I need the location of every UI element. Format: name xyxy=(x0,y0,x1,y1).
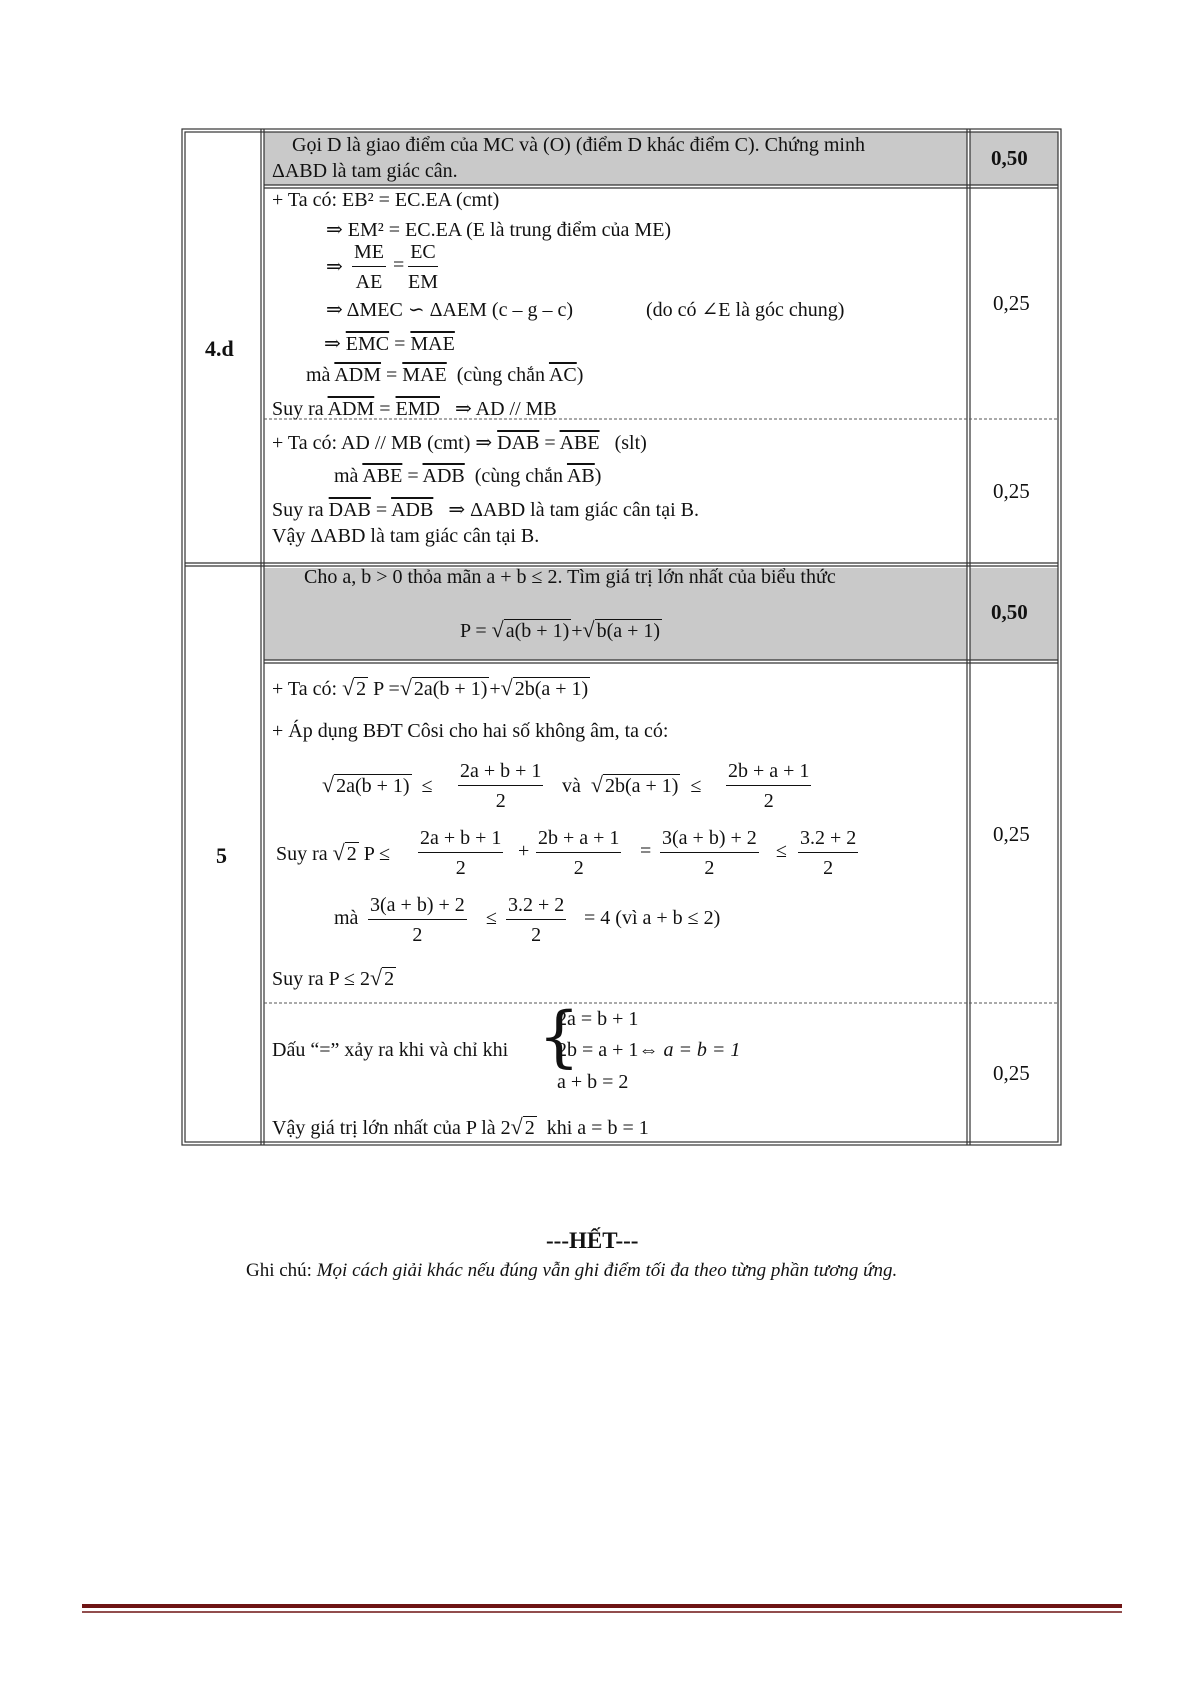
angle-abe: $\overline{ABE}$ xyxy=(559,432,600,454)
p-equals: P = xyxy=(373,678,400,700)
fraction-chain-2 xyxy=(536,828,621,878)
equals-sign: = xyxy=(640,840,652,862)
fraction-denominator: 2 xyxy=(704,857,715,879)
fraction-denominator: 2 xyxy=(495,790,506,812)
plus-sign: + xyxy=(518,840,530,862)
reason-text: (cùng chắn xyxy=(456,364,546,386)
sqrt-icon: √ xyxy=(399,675,412,700)
fraction-line5-2 xyxy=(506,895,566,945)
fraction-numerator: 3(a + b) + 2 xyxy=(368,895,467,920)
equals-sign: = xyxy=(394,333,406,355)
q5-p1-line3-left xyxy=(322,772,433,798)
word-suy-ra: Suy ra xyxy=(276,843,328,865)
q5-p1-line3-right xyxy=(562,772,701,798)
q4d-p1-line7 xyxy=(272,396,557,421)
question-number-5: 5 xyxy=(216,843,227,868)
footnote-text: Mọi cách giải khác nếu đúng vẫn ghi điểm tối đa theo từng phần tương ứng. xyxy=(316,1260,898,1281)
system-eq-2 xyxy=(557,1039,740,1062)
q4d-p1-line6 xyxy=(306,364,583,387)
angle-emc: $\overline{EMC}$ xyxy=(345,333,390,355)
p-equals: P = xyxy=(460,620,487,642)
sqrt-icon: √ xyxy=(510,1114,523,1139)
le-sign: ≤ xyxy=(690,775,702,797)
sqrt-icon: √ xyxy=(370,965,383,990)
q5-p2-line2 xyxy=(272,1114,649,1140)
le-sign: ≤ xyxy=(421,775,433,797)
q5-p1-line6 xyxy=(272,965,396,991)
radicand: 2a(b + 1) xyxy=(413,678,488,700)
q4d-p2-line1 xyxy=(272,430,647,455)
radicand: 2a(b + 1) xyxy=(336,775,410,797)
word-ma: mà xyxy=(334,907,359,929)
q5-p1-line1 xyxy=(272,675,590,701)
q5-prompt-score: 0,50 xyxy=(991,600,1028,624)
q4d-p1-line2: ⇒ EM² = EC.EA (E là trung điểm của ME) xyxy=(326,219,672,241)
equals-sign: = xyxy=(544,432,556,454)
footnote xyxy=(246,1260,897,1282)
implies-arrow: ⇒ xyxy=(324,333,341,355)
q5-p1-line5-end: = 4 (vì a + b ≤ 2) xyxy=(584,907,721,929)
angle-mae: $\overline{MAE}$ xyxy=(410,333,455,355)
fraction-cauchy-1 xyxy=(458,761,543,811)
fraction-denominator: 2 xyxy=(531,924,542,946)
fraction-chain-1 xyxy=(418,828,503,878)
final-answer-condition: khi a = b = 1 xyxy=(546,1117,649,1139)
angle-adb: $\overline{ADB}$ xyxy=(391,499,434,521)
q5-p2-line1: Dấu “=” xảy ra khi và chỉ khi xyxy=(272,1039,509,1061)
equals-sign: = xyxy=(407,465,419,487)
conclusion-isosceles: ⇒ ΔABD là tam giác cân tại B. xyxy=(448,499,699,521)
q5-prompt-formula xyxy=(460,617,662,643)
word-suy-ra: Suy ra xyxy=(272,499,324,521)
sqrt-icon: √ xyxy=(342,675,355,700)
fraction-denominator: AE xyxy=(355,271,383,293)
radicand: 2b(a + 1) xyxy=(604,775,679,797)
given-parallel: + Ta có: AD // MB (cmt) ⇒ xyxy=(272,432,493,454)
reason-text: (cùng chắn xyxy=(474,465,564,487)
fraction-chain-4 xyxy=(798,828,858,878)
q4d-p2-line2 xyxy=(334,465,601,488)
fraction-numerator: 2a + b + 1 xyxy=(458,761,543,786)
q4d-prompt-score: 0,50 xyxy=(991,146,1028,170)
word-ma: mà xyxy=(306,364,331,386)
radicand: 2 xyxy=(384,968,395,990)
fraction-denominator: 2 xyxy=(455,857,466,879)
angle-emd: $\overline{EMD}$ xyxy=(395,398,440,420)
system-eq-1: 2a = b + 1 xyxy=(557,1008,639,1030)
sqrt-icon: √ xyxy=(500,675,513,700)
system-eq-2-text: 2b = a + 1 xyxy=(557,1039,639,1061)
fraction-numerator: 3(a + b) + 2 xyxy=(660,828,759,853)
fraction-numerator: 3.2 + 2 xyxy=(506,895,566,920)
sqrt-icon: √ xyxy=(491,617,504,642)
equals-sign: = xyxy=(379,398,391,420)
q5-p1-line4-lead xyxy=(276,840,390,866)
angle-abe: $\overline{ABE}$ xyxy=(362,465,403,487)
q5-p1-line2: + Áp dụng BĐT Côsi cho hai số không âm, ta có: xyxy=(272,720,669,742)
q4d-p1-line3-arrow: ⇒ xyxy=(326,256,343,278)
equals-sign: = xyxy=(393,254,405,276)
fraction-denominator: EM xyxy=(408,271,438,293)
q5-p1-score: 0,25 xyxy=(993,822,1030,846)
fraction-line5-1 xyxy=(368,895,467,945)
angle-dab: $\overline{DAB}$ xyxy=(497,432,540,454)
angle-adm: $\overline{ADM}$ xyxy=(334,364,382,386)
angle-adm: $\overline{ADM}$ xyxy=(327,398,375,420)
system-brace-icon: { xyxy=(538,998,580,1075)
fraction-denominator: 2 xyxy=(412,924,423,946)
sqrt-icon: √ xyxy=(582,617,595,642)
angle-mae: $\overline{MAE}$ xyxy=(402,364,447,386)
le-sign: ≤ xyxy=(776,840,787,862)
end-title: ---HẾT--- xyxy=(546,1228,639,1253)
fraction-ec-em xyxy=(408,242,438,292)
fraction-numerator: 2b + a + 1 xyxy=(536,828,621,853)
plus-sign: + xyxy=(489,678,501,700)
fraction-chain-3 xyxy=(660,828,759,878)
word-va: và xyxy=(562,775,581,797)
fraction-numerator: ME xyxy=(352,242,386,267)
q4d-prompt-line2: ΔABD là tam giác cân. xyxy=(272,160,458,182)
question-number-4d: 4.d xyxy=(205,336,234,361)
q4d-p1-line4: ⇒ ΔMEC ∽ ΔAEM (c – g – c) xyxy=(326,299,573,321)
fraction-numerator: 2b + a + 1 xyxy=(726,761,811,786)
conclusion-p-le: Suy ra P ≤ 2 xyxy=(272,968,371,990)
fraction-numerator: 3.2 + 2 xyxy=(798,828,858,853)
close-paren: ) xyxy=(594,465,602,487)
close-paren: ) xyxy=(576,364,584,386)
angle-adb: $\overline{ADB}$ xyxy=(422,465,465,487)
radicand: 2 xyxy=(356,678,367,700)
radicand: 2b(a + 1) xyxy=(514,678,589,700)
arc-ac: $\overline{AC}$ xyxy=(548,364,577,386)
q4d-p1-score: 0,25 xyxy=(993,291,1030,315)
word-suy-ra: Suy ra xyxy=(272,398,324,420)
p-le: P ≤ xyxy=(363,843,391,865)
q4d-p1-line4-reason: (do có ∠E là góc chung) xyxy=(646,299,845,321)
fraction-denominator: 2 xyxy=(823,857,834,879)
fraction-numerator: 2a + b + 1 xyxy=(418,828,503,853)
fraction-numerator: EC xyxy=(408,242,438,267)
sqrt-icon: √ xyxy=(590,772,603,797)
q5-p2-score: 0,25 xyxy=(993,1061,1030,1085)
final-answer-text: Vậy giá trị lớn nhất của P là 2 xyxy=(272,1117,511,1139)
q4d-prompt-line1: Gọi D là giao điểm của MC và (O) (điểm D khác điểm C). Chứng minh xyxy=(292,134,865,156)
le-sign: ≤ xyxy=(486,907,497,929)
system-eq-3: a + b = 2 xyxy=(557,1071,629,1093)
sqrt-icon: √ xyxy=(332,840,345,865)
fraction-denominator: 2 xyxy=(573,857,584,879)
lead-text: + Ta có: xyxy=(272,678,338,700)
radicand: 2 xyxy=(524,1117,535,1139)
radicand: b(a + 1) xyxy=(596,620,661,642)
q4d-p2-line3 xyxy=(272,497,699,522)
fraction-denominator: 2 xyxy=(763,790,774,812)
q4d-p1-line1: + Ta có: EB² = EC.EA (cmt) xyxy=(272,189,500,211)
sqrt-icon: √ xyxy=(322,772,335,797)
q4d-p1-line5 xyxy=(324,331,455,356)
angle-dab: $\overline{DAB}$ xyxy=(328,499,371,521)
equals-sign: = xyxy=(375,499,388,521)
plus-sign: + xyxy=(571,620,583,642)
conclusion-parallel: ⇒ AD // MB xyxy=(454,398,557,420)
radicand: a(b + 1) xyxy=(505,620,570,642)
q5-prompt-line1: Cho a, b > 0 thỏa mãn a + b ≤ 2. Tìm giá trị lớn nhất của biểu thức xyxy=(304,566,836,588)
word-ma: mà xyxy=(334,465,359,487)
fraction-me-ae xyxy=(352,242,386,292)
system-solution: ⇔ a = b = 1 xyxy=(638,1039,741,1061)
fraction-cauchy-2 xyxy=(726,761,811,811)
reason-slt: (slt) xyxy=(614,432,647,454)
arc-ab: $\overline{AB}$ xyxy=(566,465,595,487)
q4d-p2-line4: Vậy ΔABD là tam giác cân tại B. xyxy=(272,525,540,547)
footnote-label: Ghi chú: xyxy=(246,1260,312,1281)
equals-sign: = xyxy=(386,364,398,386)
radicand: 2 xyxy=(346,843,357,865)
q4d-p2-score: 0,25 xyxy=(993,479,1030,503)
